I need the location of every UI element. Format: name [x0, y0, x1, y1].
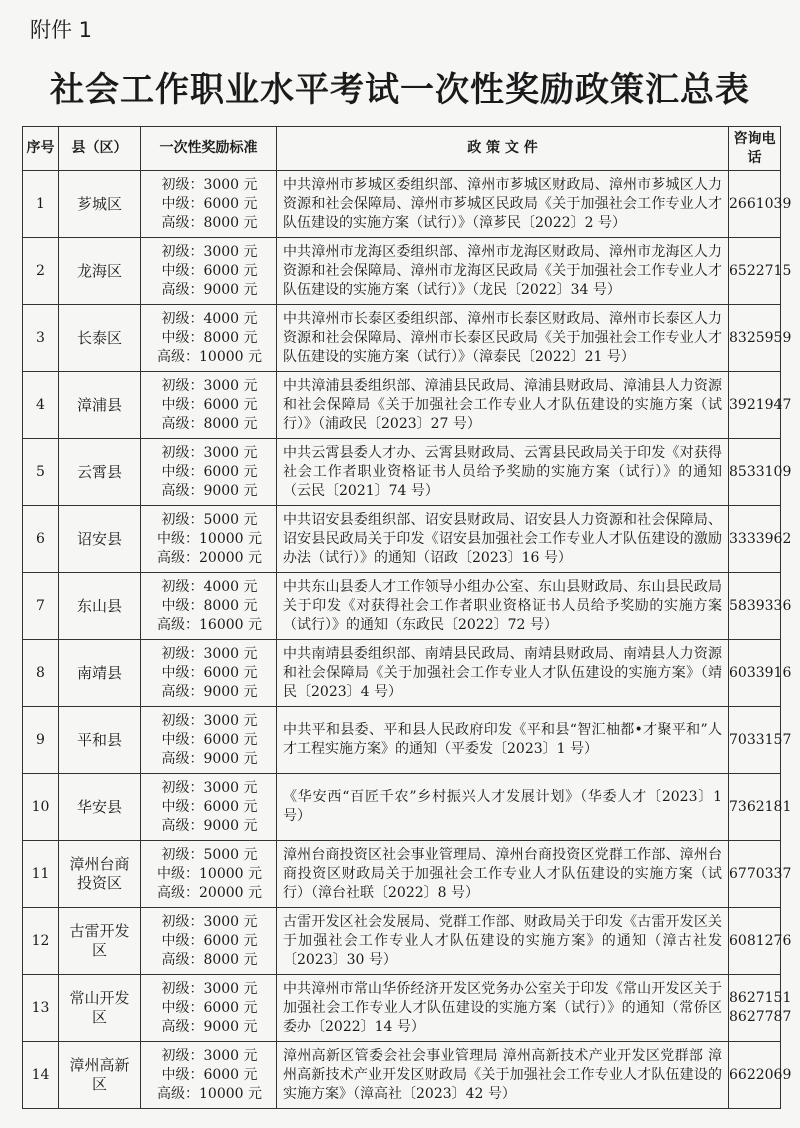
reward-level: 高级：20000 元 — [157, 549, 262, 566]
reward-level: 中级：6000 元 — [161, 396, 258, 413]
row-reward-standard — [141, 305, 277, 372]
row-number: 11 — [23, 841, 59, 908]
table-row — [23, 908, 781, 975]
attachment-label: 附件 1 — [30, 18, 93, 42]
reward-level: 初级：3000 元 — [161, 243, 258, 260]
reward-level: 初级：3000 元 — [161, 712, 258, 729]
table-header-row — [23, 127, 781, 171]
table-row — [23, 506, 781, 573]
row-reward-standard — [141, 841, 277, 908]
row-reward-standard — [141, 439, 277, 506]
row-number: 10 — [23, 774, 59, 841]
row-number: 7 — [23, 573, 59, 640]
row-reward-standard — [141, 506, 277, 573]
reward-level: 中级：10000 元 — [157, 865, 262, 882]
row-phone: 8325959 — [729, 305, 781, 372]
reward-level: 中级：6000 元 — [161, 798, 258, 815]
row-policy-document: 中共南靖县委组织部、南靖县民政局、南靖县财政局、南靖县人力资源和社会保障局《关于加强社会工作专业人才队伍建设的实施方案》（靖民〔2023〕4 号） — [277, 640, 729, 707]
reward-level: 中级：6000 元 — [161, 932, 258, 949]
row-phone: 2661039 — [729, 171, 781, 238]
table-row — [23, 707, 781, 774]
row-county: 东山县 — [59, 573, 141, 640]
row-number: 5 — [23, 439, 59, 506]
row-reward-standard — [141, 1042, 277, 1109]
row-number: 14 — [23, 1042, 59, 1109]
row-reward-standard — [141, 707, 277, 774]
reward-level: 初级：3000 元 — [161, 444, 258, 461]
row-reward-standard — [141, 640, 277, 707]
row-reward-standard — [141, 171, 277, 238]
reward-level: 初级：3000 元 — [161, 176, 258, 193]
reward-level: 中级：10000 元 — [157, 530, 262, 547]
header-phone: 咨询电话 — [729, 127, 781, 171]
header-policy: 政 策 文 件 — [277, 127, 729, 171]
row-phone: 3921947 — [729, 372, 781, 439]
reward-level: 高级：8000 元 — [161, 951, 258, 968]
reward-level: 中级：6000 元 — [161, 262, 258, 279]
reward-level: 高级：9000 元 — [161, 281, 258, 298]
row-number: 1 — [23, 171, 59, 238]
row-phone: 7033157 — [729, 707, 781, 774]
reward-level: 初级：3000 元 — [161, 645, 258, 662]
reward-level: 高级：9000 元 — [161, 683, 258, 700]
row-policy-document: 《华安西“百匠千农”乡村振兴人才发展计划》（华委人才〔2023〕1 号） — [277, 774, 729, 841]
row-phone: 6622069 — [729, 1042, 781, 1109]
reward-level: 初级：3000 元 — [161, 1047, 258, 1064]
row-phone: 6770337 — [729, 841, 781, 908]
row-reward-standard — [141, 573, 277, 640]
row-policy-document: 中共漳州市龙海区委组织部、漳州市龙海区财政局、漳州市龙海区人力资源和社会保障局、漳州市龙海区民政局《关于加强社会工作专业人才队伍建设的实施方案（试行）》（龙民〔2022〕34 号） — [277, 238, 729, 305]
row-county: 平和县 — [59, 707, 141, 774]
row-number: 13 — [23, 975, 59, 1042]
reward-level: 初级：4000 元 — [161, 578, 258, 595]
reward-level: 高级：10000 元 — [157, 348, 262, 365]
reward-level: 初级：3000 元 — [161, 913, 258, 930]
row-policy-document: 中共诏安县委组织部、诏安县财政局、诏安县人力资源和社会保障局、诏安县民政局关于印发《诏安县加强社会工作专业人才队伍建设的激励办法（试行）》的通知（诏政〔2023〕16 号） — [277, 506, 729, 573]
reward-level: 初级：5000 元 — [161, 511, 258, 528]
table-row — [23, 1042, 781, 1109]
row-county: 漳州台商投资区 — [59, 841, 141, 908]
reward-level: 高级：10000 元 — [157, 1085, 262, 1102]
table-row — [23, 439, 781, 506]
row-phone: 3333962 — [729, 506, 781, 573]
row-number: 6 — [23, 506, 59, 573]
row-reward-standard — [141, 975, 277, 1042]
table-row — [23, 573, 781, 640]
row-reward-standard — [141, 238, 277, 305]
reward-level: 高级：9000 元 — [161, 750, 258, 767]
row-number: 2 — [23, 238, 59, 305]
row-phone: 6522715 — [729, 238, 781, 305]
table-body — [23, 171, 792, 1109]
policy-table — [22, 126, 792, 1109]
reward-level: 中级：6000 元 — [161, 731, 258, 748]
row-phone: 6033916 — [729, 640, 781, 707]
table-row — [23, 238, 781, 305]
row-policy-document: 中共漳州市长泰区委组织部、漳州市长泰区财政局、漳州市长泰区人力资源和社会保障局、漳州市长泰区民政局《关于加强社会工作专业人才队伍建设的实施方案（试行）》（漳泰民〔2022〕21 号） — [277, 305, 729, 372]
table-row — [23, 372, 781, 439]
row-county: 云霄县 — [59, 439, 141, 506]
reward-level: 高级：20000 元 — [157, 884, 262, 901]
row-phone: 8627151 8627787 — [729, 975, 781, 1042]
row-number: 3 — [23, 305, 59, 372]
row-county: 长泰区 — [59, 305, 141, 372]
row-reward-standard — [141, 372, 277, 439]
row-policy-document: 古雷开发区社会发展局、党群工作部、财政局关于印发《古雷开发区关于加强社会工作专业人才队伍建设的实施方案》的通知（漳古社发〔2023〕30 号） — [277, 908, 729, 975]
reward-level: 中级：8000 元 — [161, 329, 258, 346]
row-reward-standard — [141, 908, 277, 975]
row-county: 漳浦县 — [59, 372, 141, 439]
reward-level: 初级：3000 元 — [161, 980, 258, 997]
row-county: 常山开发区 — [59, 975, 141, 1042]
table-row — [23, 841, 781, 908]
row-reward-standard — [141, 774, 277, 841]
reward-level: 中级：6000 元 — [161, 1066, 258, 1083]
row-county: 芗城区 — [59, 171, 141, 238]
reward-level: 中级：6000 元 — [161, 195, 258, 212]
row-policy-document: 中共云霄县委人才办、云霄县财政局、云霄县民政局关于印发《对获得社会工作者职业资格证书人员给予奖励的实施方案（试行）》的通知（云民〔2021〕74 号） — [277, 439, 729, 506]
row-county: 华安县 — [59, 774, 141, 841]
reward-level: 初级：3000 元 — [161, 377, 258, 394]
header-no: 序号 — [23, 127, 59, 171]
reward-level: 高级：8000 元 — [161, 415, 258, 432]
table-row — [23, 171, 781, 238]
header-reward: 一次性奖励标准 — [141, 127, 277, 171]
reward-level: 初级：4000 元 — [161, 310, 258, 327]
header-county: 县（区） — [59, 127, 141, 171]
row-number: 8 — [23, 640, 59, 707]
row-number: 4 — [23, 372, 59, 439]
reward-level: 中级：6000 元 — [161, 999, 258, 1016]
row-phone: 6081276 — [729, 908, 781, 975]
row-county: 古雷开发区 — [59, 908, 141, 975]
row-county: 龙海区 — [59, 238, 141, 305]
row-policy-document: 中共东山县委人才工作领导小组办公室、东山县财政局、东山县民政局关于印发《对获得社会工作者职业资格证书人员给予奖励的实施方案（试行）》的通知（东政民〔2022〕72 号） — [277, 573, 729, 640]
reward-level: 中级：6000 元 — [161, 664, 258, 681]
row-phone: 7362181 — [729, 774, 781, 841]
row-phone: 5839336 — [729, 573, 781, 640]
row-number: 12 — [23, 908, 59, 975]
page-title: 社会工作职业水平考试一次性奖励政策汇总表 — [50, 70, 750, 110]
reward-level: 高级：16000 元 — [157, 616, 262, 633]
reward-level: 中级：6000 元 — [161, 463, 258, 480]
reward-level: 高级：8000 元 — [161, 214, 258, 231]
row-policy-document: 漳州高新区管委会社会事业管理局 漳州高新技术产业开发区党群部 漳州高新技术产业开发区财政局《关于加强社会工作专业人才队伍建设的实施方案》（漳高社〔2023〕42 号） — [277, 1042, 729, 1109]
row-county: 漳州高新区 — [59, 1042, 141, 1109]
table-row — [23, 975, 781, 1042]
row-policy-document: 中共漳浦县委组织部、漳浦县民政局、漳浦县财政局、漳浦县人力资源和社会保障局《关于加强社会工作专业人才队伍建设的实施方案（试行）》（浦政民〔2023〕27 号） — [277, 372, 729, 439]
reward-level: 初级：3000 元 — [161, 779, 258, 796]
reward-level: 初级：5000 元 — [161, 846, 258, 863]
row-phone: 8533109 — [729, 439, 781, 506]
reward-level: 高级：9000 元 — [161, 482, 258, 499]
reward-level: 高级：9000 元 — [161, 1018, 258, 1035]
reward-level: 高级：9000 元 — [161, 817, 258, 834]
table-row — [23, 640, 781, 707]
table-row — [23, 774, 781, 841]
reward-level: 中级：8000 元 — [161, 597, 258, 614]
row-policy-document: 漳州台商投资区社会事业管理局、漳州台商投资区党群工作部、漳州台商投资区财政局关于加强社会工作专业人才队伍建设的实施方案（试行）（漳台社联〔2022〕8 号） — [277, 841, 729, 908]
row-policy-document: 中共漳州市常山华侨经济开发区党务办公室关于印发《常山开发区关于加强社会工作专业人才队伍建设的实施方案（试行）》的通知（常侨区委办〔2022〕14 号） — [277, 975, 729, 1042]
row-number: 9 — [23, 707, 59, 774]
row-policy-document: 中共平和县委、平和县人民政府印发《平和县“智汇柚都•才聚平和”人才工程实施方案》的通知（平委发〔2023〕1 号） — [277, 707, 729, 774]
row-policy-document: 中共漳州市芗城区委组织部、漳州市芗城区财政局、漳州市芗城区人力资源和社会保障局、漳州市芗城区民政局《关于加强社会工作专业人才队伍建设的实施方案（试行）》（漳芗民〔2022〕2 号） — [277, 171, 729, 238]
row-county: 诏安县 — [59, 506, 141, 573]
table-row — [23, 305, 781, 372]
row-county: 南靖县 — [59, 640, 141, 707]
